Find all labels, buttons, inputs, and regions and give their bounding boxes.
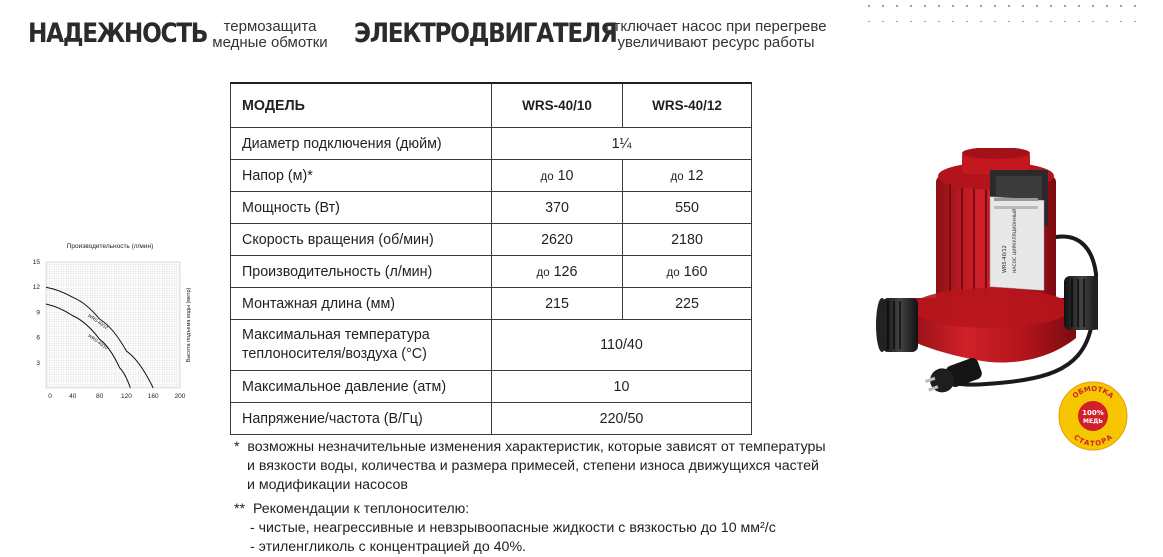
note-2-title-line <box>234 500 826 519</box>
badge-copper: МЕДЬ <box>1083 418 1103 425</box>
x-tick-label: 40 <box>69 393 77 400</box>
dotted-decoration <box>862 0 1137 22</box>
note-1-line-3: и модификации насосов <box>247 477 408 493</box>
row-value: 110/40 <box>492 320 752 371</box>
note-1-line-2: и вязкости воды, количества и размера примесей, степени износа движущихся частей <box>247 458 819 474</box>
y-tick-label: 9 <box>36 309 40 317</box>
row-label: Скорость вращения (об/мин) <box>231 224 492 256</box>
header-motor: ЭЛЕКТРОДВИГАТЕЛЯ <box>354 18 617 49</box>
header-feature-2 <box>590 19 842 51</box>
row-label: Напряжение/частота (В/Гц) <box>231 403 492 435</box>
y-tick-label: 3 <box>36 359 40 367</box>
chart-title: Производительность (л/мин) <box>66 243 154 250</box>
table-row <box>231 403 752 435</box>
y-tick-label: 6 <box>36 334 40 342</box>
copper-winding-badge <box>1058 381 1128 451</box>
table-row <box>231 371 752 403</box>
row-value-model-2 <box>623 256 752 288</box>
note-1-line-1 <box>234 438 826 457</box>
series-label: WRS-40/10 <box>87 333 109 351</box>
header-feature-1-line-1: термозащита <box>223 18 317 35</box>
value: 160 <box>683 263 708 280</box>
x-tick-label: 80 <box>95 393 104 400</box>
prefix-upto: до <box>536 266 550 279</box>
y-tick-label: 15 <box>32 259 40 266</box>
badge-percent: 100% <box>1082 409 1104 417</box>
header-model-1: WRS-40/10 <box>492 83 623 128</box>
header-feature-2-line-2: увеличивают ресурс работы <box>617 34 815 51</box>
table-row <box>231 320 752 371</box>
y-tick-label: 12 <box>32 284 40 292</box>
pump-image <box>866 148 1098 403</box>
row-value-model-1 <box>492 256 623 288</box>
note-2-mark: ** <box>234 501 246 517</box>
note-2-item-2: - этиленгликоль с концентрацией до 40%. <box>250 539 526 555</box>
note-1-text: возможны незначительные изменения характеристик, которые зависят от температуры <box>247 439 826 455</box>
header-model-label: МОДЕЛЬ <box>231 83 492 128</box>
badge-top-text: ОБМОТКА <box>1071 384 1115 401</box>
series-label: WRS-40/12 <box>87 312 109 331</box>
performance-chart <box>30 240 220 405</box>
x-tick-label: 160 <box>147 393 159 400</box>
prefix-upto: до <box>670 170 684 183</box>
row-value-model-1: 2620 <box>492 224 623 256</box>
header-model-2: WRS-40/12 <box>623 83 752 128</box>
header-feature-1-line-2: медные обмотки <box>212 34 328 51</box>
row-label <box>231 320 492 371</box>
badge-bottom-text: СТАТОРА <box>1072 433 1114 448</box>
x-tick-label: 120 <box>120 393 132 400</box>
table-row <box>231 288 752 320</box>
row-label: Максимальное давление (атм) <box>231 371 492 403</box>
header-feature-2-line-1: отключает насос при перегреве <box>605 18 827 35</box>
row-value: 220/50 <box>492 403 752 435</box>
prefix-upto: до <box>666 266 680 279</box>
row-value-model-2: 550 <box>623 192 752 224</box>
row-value-model-1 <box>492 160 623 192</box>
x-tick-label: 200 <box>174 393 186 400</box>
footnotes <box>234 438 826 557</box>
header-feature-1 <box>200 19 340 51</box>
value: 10 <box>557 167 574 184</box>
table-header-row <box>231 83 752 128</box>
row-value: 1¼ <box>492 128 752 160</box>
row-label: Мощность (Вт) <box>231 192 492 224</box>
row-value: 10 <box>492 371 752 403</box>
prefix-upto: до <box>540 170 554 183</box>
table-row <box>231 128 752 160</box>
row-value-model-1: 215 <box>492 288 623 320</box>
note-2-title: Рекомендации к теплоносителю: <box>252 501 470 517</box>
nameplate-model: WRS-40/12 <box>1002 245 1008 273</box>
nameplate-label: НАСОС ЦИРКУЛЯЦИОННЫЙ <box>1013 208 1018 273</box>
row-label: Напор (м)* <box>231 160 492 192</box>
value: 126 <box>553 263 578 280</box>
row-label: Монтажная длина (мм) <box>231 288 492 320</box>
chart-y-axis-label: Высота подъема воды (метр) <box>186 287 192 363</box>
chart-plot-area <box>46 262 180 388</box>
row-value-model-2: 2180 <box>623 224 752 256</box>
row-label: Диаметр подключения (дюйм) <box>231 128 492 160</box>
spec-table <box>230 82 752 435</box>
row-value-model-1: 370 <box>492 192 623 224</box>
x-tick-label: 0 <box>48 393 52 400</box>
power-plug <box>923 355 984 397</box>
row-label-line-2: теплоносителя/воздуха (°С) <box>242 346 427 362</box>
table-row <box>231 192 752 224</box>
table-row <box>231 224 752 256</box>
row-label: Производительность (л/мин) <box>231 256 492 288</box>
row-value-model-2: 225 <box>623 288 752 320</box>
table-row <box>231 256 752 288</box>
header-reliability: НАДЕЖНОСТЬ <box>28 18 208 49</box>
row-label-line-1: Максимальная температура <box>242 327 430 343</box>
note-2-item-1: - чистые, неагрессивные и невзрывоопасные жидкости с вязкостью до 10 мм²/с <box>250 520 776 536</box>
value: 12 <box>687 167 704 184</box>
row-value-model-2 <box>623 160 752 192</box>
note-1-mark: * <box>234 439 240 455</box>
table-row <box>231 160 752 192</box>
